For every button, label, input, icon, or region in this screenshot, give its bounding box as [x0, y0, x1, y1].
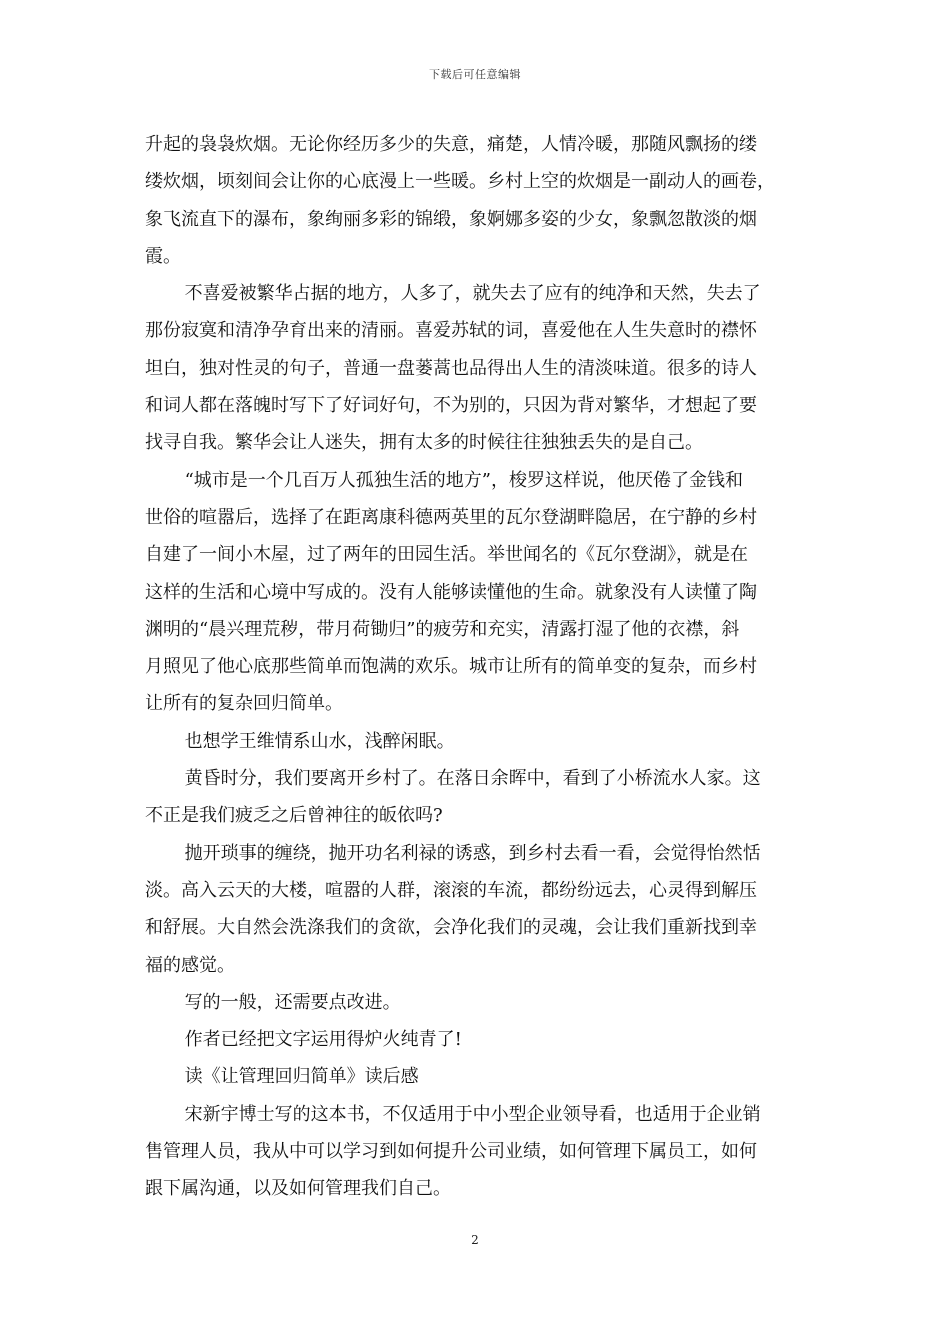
- text-line: 渊明的“晨兴理荒秽，带月荷锄归”的疲劳和充实，清露打湿了他的衣襟，斜: [145, 618, 740, 640]
- paragraph: [145, 1021, 810, 1058]
- text-line: 坦白，独对性灵的句子，普通一盘蒌蒿也品得出人生的清淡味道。很多的诗人: [145, 357, 757, 379]
- text-line: 升起的袅袅炊烟。无论你经历多少的失意，痛楚，人情冷暖，那随风飘扬的缕: [145, 134, 757, 155]
- text-line: 福的感觉。: [145, 954, 235, 976]
- text-line: “城市是一个几百万人孤独生活的地方”，梭罗这样说，他厌倦了金钱和: [184, 469, 743, 491]
- document-body: [145, 126, 810, 1208]
- text-line: 写的一般，还需要点改进。: [184, 991, 401, 1013]
- text-line: 淡。高入云天的大楼，喧嚣的人群，滚滚的车流，都纷纷远去，心灵得到解压: [145, 879, 757, 901]
- page-header: 下载后可任意编辑: [429, 68, 521, 81]
- paragraph: [145, 1096, 810, 1208]
- text-line: 找寻自我。繁华会让人迷失，拥有太多的时候往往独独丢失的是自己。: [145, 432, 703, 454]
- text-line: 自建了一间小木屋，过了两年的田园生活。举世闻名的《瓦尔登湖》，就是在: [145, 544, 748, 566]
- text-line: 宋新宇博士写的这本书，不仅适用于中小型企业领导看，也适用于企业销: [184, 1103, 761, 1125]
- text-line: 缕炊烟，顷刻间会让你的心底漫上一些暖。乡村上空的炊烟是一副动人的画卷，: [145, 171, 775, 193]
- text-line: 月照见了他心底那些简单而饱满的欢乐。城市让所有的简单变的复杂，而乡村: [145, 656, 757, 678]
- text-line: 象飞流直下的瀑布，象绚丽多彩的锦缎，象婀娜多姿的少女，象飘忽散淡的烟: [145, 208, 757, 230]
- text-line: 黄昏时分，我们要离开乡村了。在落日余晖中，看到了小桥流水人家。这: [184, 768, 761, 790]
- text-line: 读《让管理回归简单》读后感: [184, 1066, 419, 1088]
- paragraph: [145, 462, 810, 723]
- text-line: 世俗的喧嚣后，选择了在距离康科德两英里的瓦尔登湖畔隐居，在宁静的乡村: [145, 506, 757, 528]
- text-line: 霞。: [145, 245, 181, 267]
- paragraph: [145, 126, 810, 275]
- text-line: 作者已经把文字运用得炉火纯青了!: [184, 1029, 462, 1051]
- text-line: 不喜爱被繁华占据的地方，人多了，就失去了应有的纯净和天然，失去了: [184, 283, 761, 305]
- text-line: 和舒展。大自然会洗涤我们的贪欲，会净化我们的灵魂，会让我们重新找到幸: [145, 917, 757, 939]
- page-number: 2: [471, 1233, 479, 1247]
- paragraph: [145, 275, 810, 461]
- text-line: 这样的生活和心境中写成的。没有人能够读懂他的生命。就象没有人读懂了陶: [145, 581, 757, 603]
- text-line: 抛开琐事的缠绕，抛开功名利禄的诱惑，到乡村去看一看，会觉得怡然恬: [184, 842, 761, 864]
- paragraph: [145, 835, 810, 984]
- text-line: 和词人都在落魄时写下了好词好句，不为别的，只因为背对繁华，才想起了要: [145, 395, 757, 417]
- paragraph: [145, 984, 810, 1021]
- paragraph: [145, 1058, 810, 1095]
- text-line: 让所有的复杂回归简单。: [145, 693, 343, 715]
- text-line: 售管理人员，我从中可以学习到如何提升公司业绩，如何管理下属员工，如何: [145, 1141, 757, 1163]
- text-line: 也想学王维情系山水，浅醉闲眠。: [184, 730, 455, 752]
- text-line: 跟下属沟通，以及如何管理我们自己。: [145, 1178, 451, 1200]
- paragraph: [145, 760, 810, 835]
- text-line: 那份寂寞和清净孕育出来的清丽。喜爱苏轼的词，喜爱他在人生失意时的襟怀: [145, 320, 757, 342]
- paragraph: [145, 723, 810, 760]
- text-line: 不正是我们疲乏之后曾神往的皈依吗?: [145, 805, 443, 827]
